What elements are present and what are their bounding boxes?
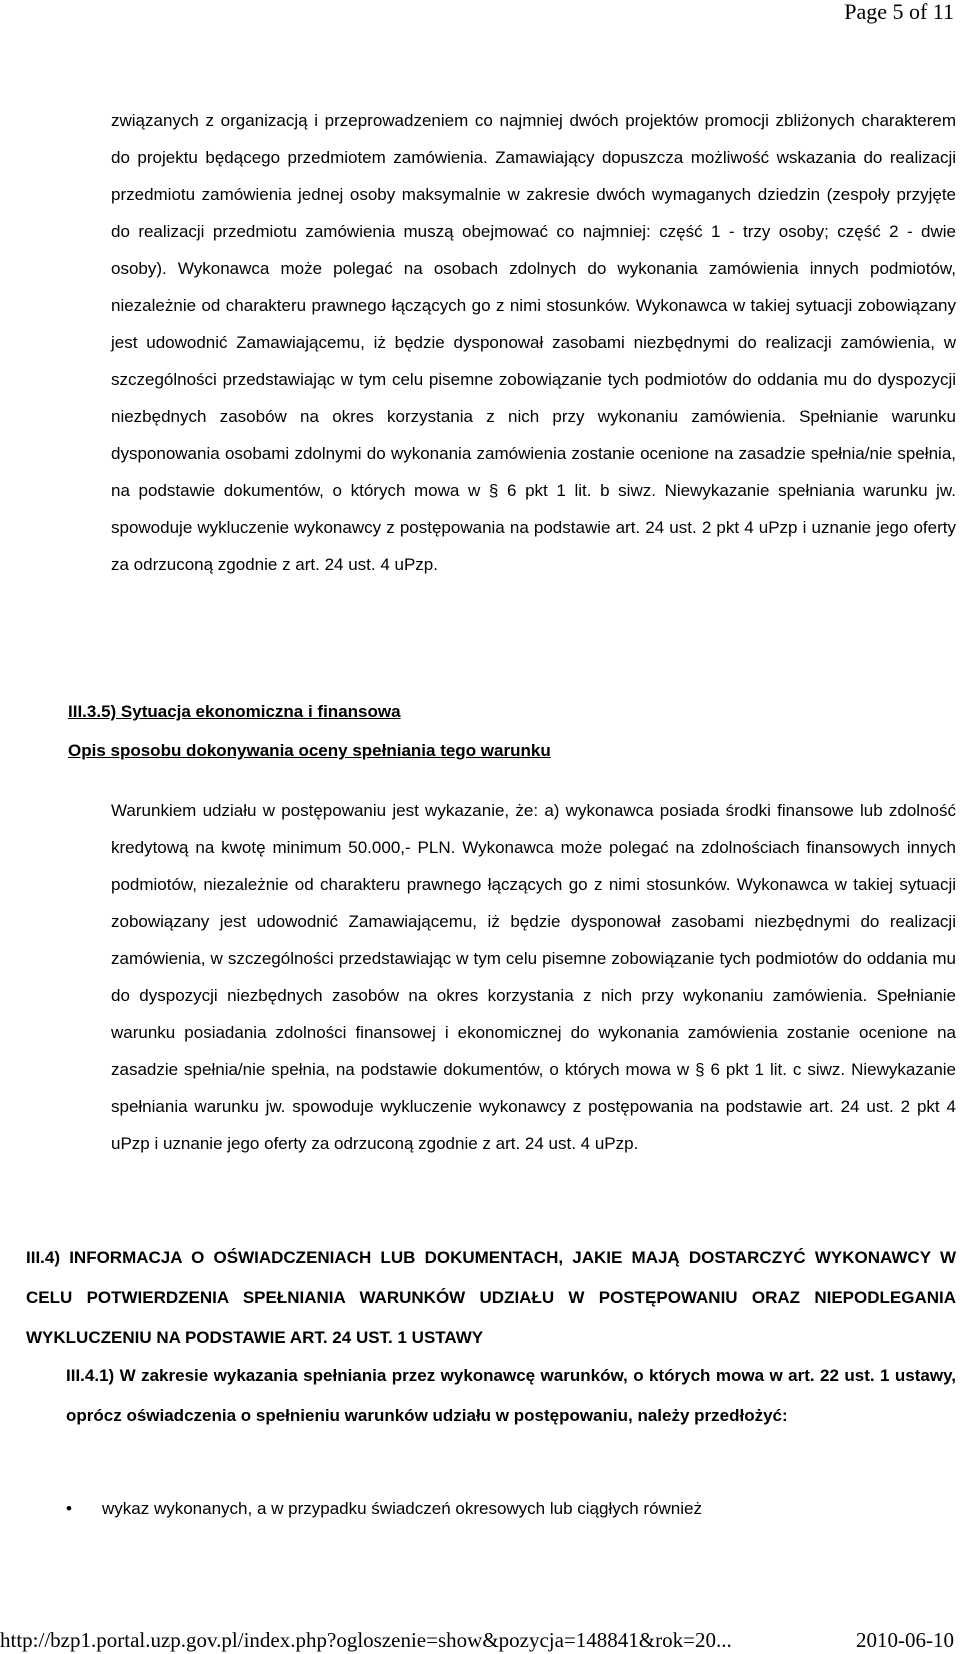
section-heading-documents: III.4) INFORMACJA O OŚWIADCZENIACH LUB DOKUMENTACH, JAKIE MAJĄ DOSTARCZYĆ WYKONAWCY W CELU POTWIERDZENIA SPEŁNIANIA WARUNKÓW UDZIAŁU W POSTĘPOWANIU ORAZ NIEPODLEGANIA WYKLUCZENIU NA PODSTAWIE ART. 24 UST. 1 USTAWY xyxy=(26,1248,956,1347)
footer-url: http://bzp1.portal.uzp.gov.pl/index.php?ogloszenie=show&pozycja=148841&rok=20... xyxy=(0,1628,732,1652)
list-item-text: wykaz wykonanych, a w przypadku świadczeń okresowych lub ciągłych również xyxy=(102,1499,702,1518)
list-item xyxy=(66,1494,956,1524)
subheading-assessment-method: Opis sposobu dokonywania oceny spełniania tego warunku xyxy=(68,741,551,760)
subsection-heading-documents-art22: III.4.1) W zakresie wykazania spełniania przez wykonawcę warunków, o których mowa w art. 22 ust. 1 ustawy, oprócz oświadczenia o spełnieniu warunków udziału w postępowaniu, należy przedłożyć: xyxy=(66,1366,956,1425)
footer-date: 2010-06-10 xyxy=(856,1628,954,1652)
bullet-marker: • xyxy=(66,1499,72,1518)
page-number: Page 5 of 11 xyxy=(844,0,954,24)
paragraph-financial-condition: Warunkiem udziału w postępowaniu jest wykazanie, że: a) wykonawca posiada środki finansowe lub zdolność kredytową na kwotę minimum 50.000,- PLN. Wykonawca może polegać na zdolnościach finansowych innych podmiotów, niezależnie od charakteru prawnego łączących go z nimi stosunków. Wykonawca w takiej sytuacji zobowiązany jest udowodnić Zamawiającemu, iż będzie dysponował zasobami niezbędnymi do realizacji zamówienia, w szczególności przedstawiając w tym celu pisemne zobowiązanie tych podmiotów do oddania mu do dyspozycji niezbędnych zasobów na okres korzystania z nich przy wykonaniu zamówienia. Spełnianie warunku posiadania zdolności finansowej i ekonomicznej do wykonania zamówienia zostanie ocenione na zasadzie spełnia/nie spełnia, na podstawie dokumentów, o których mowa w § 6 pkt 1 lit. c siwz. Niewykazanie spełniania warunku jw. spowoduje wykluczenie wykonawcy z postępowania na podstawie art. 24 ust. 2 pkt 4 uPzp i uznanie jego oferty za odrzuconą zgodnie z art. 24 ust. 4 uPzp. xyxy=(111,801,956,1153)
paragraph-personnel-condition: związanych z organizacją i przeprowadzeniem co najmniej dwóch projektów promocji zbliżonych charakterem do projektu będącego przedmiotem zamówienia. Zamawiający dopuszcza możliwość wskazania do realizacji przedmiotu zamówienia jednej osoby maksymalnie w zakresie dwóch wymaganych dziedzin (zespoły przyjęte do realizacji przedmiotu zamówienia muszą obejmować co najmniej: część 1 - trzy osoby; część 2 - dwie osoby). Wykonawca może polegać na osobach zdolnych do wykonania zamówienia innych podmiotów, niezależnie od charakteru prawnego łączących go z nimi stosunków. Wykonawca w takiej sytuacji zobowiązany jest udowodnić Zamawiającemu, iż będzie dysponował zasobami niezbędnymi do realizacji zamówienia, w szczególności przedstawiając w tym celu pisemne zobowiązanie tych podmiotów do oddania mu do dyspozycji niezbędnych zasobów na okres korzystania z nich przy wykonaniu zamówienia. Spełnianie warunku dysponowania osobami zdolnymi do wykonania zamówienia zostanie ocenione na zasadzie spełnia/nie spełnia, na podstawie dokumentów, o których mowa w § 6 pkt 1 lit. b siwz. Niewykazanie spełniania warunku jw. spowoduje wykluczenie wykonawcy z postępowania na podstawie art. 24 ust. 2 pkt 4 uPzp i uznanie jego oferty za odrzuconą zgodnie z art. 24 ust. 4 uPzp. xyxy=(111,111,956,574)
section-heading-economic-financial: III.3.5) Sytuacja ekonomiczna i finansowa xyxy=(68,702,401,721)
